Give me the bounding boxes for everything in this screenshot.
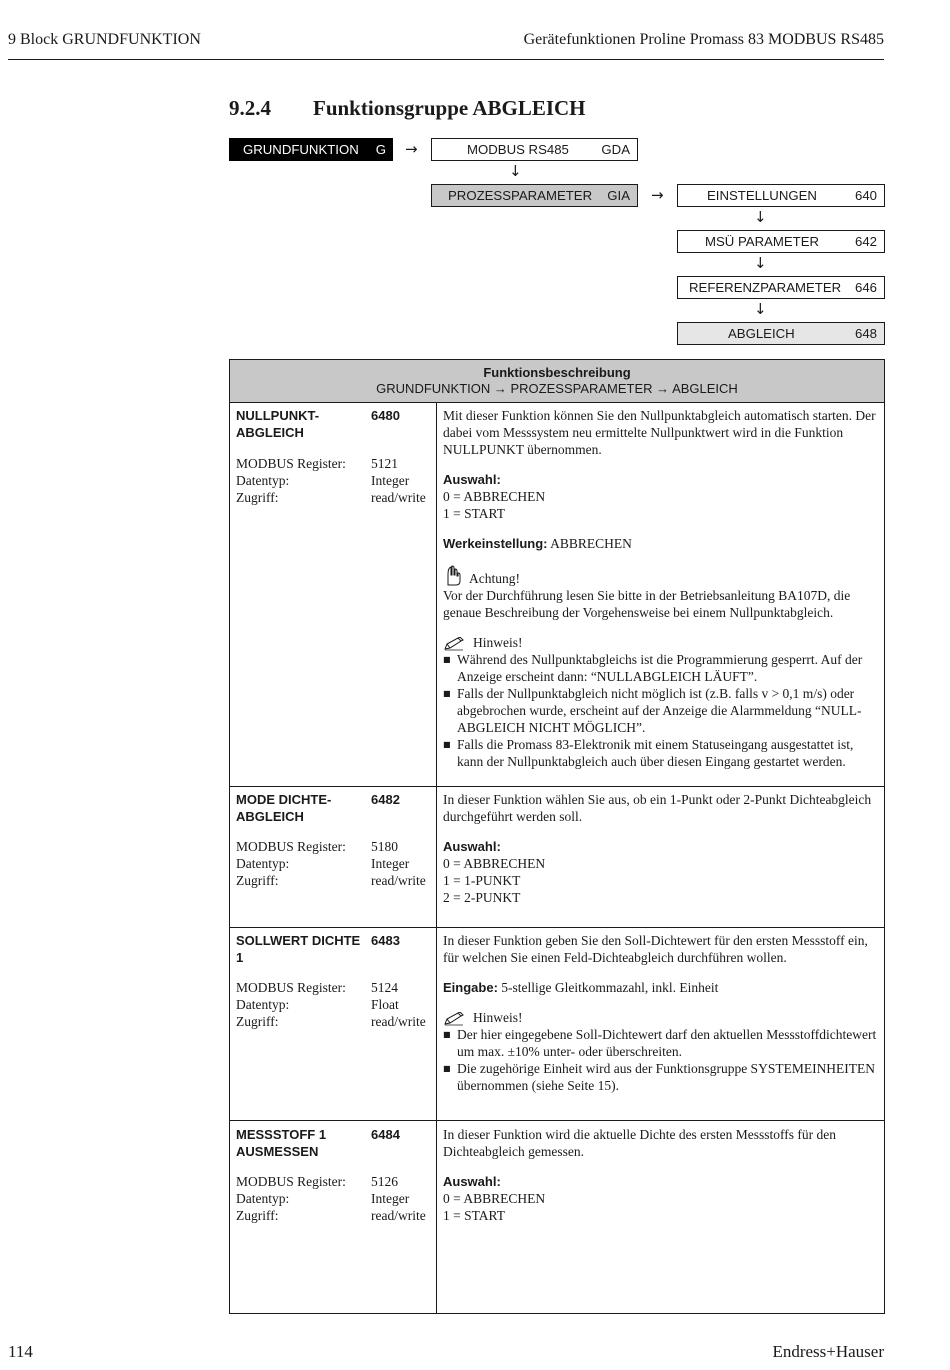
datatype-value: Integer [371, 1191, 410, 1206]
note-bullet: ■ Der hier eingegebene Soll-Dichtewert darf den aktuellen Messstoffdichtewert um max. ±10% unter- oder überschreiten. [443, 1026, 879, 1060]
nav-group-prozess-code: GIA [607, 188, 630, 203]
nav-subgroup-label: EINSTELLUNGEN [707, 188, 817, 203]
note-label: Hinweis! [473, 1010, 523, 1025]
note-label: Hinweis! [473, 635, 523, 650]
access-value: read/write [371, 490, 426, 505]
nav-group-modbus-label: MODBUS RS485 [467, 142, 569, 157]
input-label: Eingabe: [443, 980, 498, 995]
note-heading [443, 1009, 879, 1026]
row-divider [230, 927, 884, 928]
header-rule [8, 59, 884, 60]
nav-block-grundfunktion [229, 138, 393, 161]
datatype-label: Datentyp: [236, 997, 290, 1012]
access-label: Zugriff: [236, 1014, 279, 1029]
datatype-label: Datentyp: [236, 473, 290, 488]
description-intro: In dieser Funktion geben Sie den Soll-Dichtewert für den ersten Messstoff ein, für welchen Sie einen Feld-Dichteabgleich durchführen wollen. [443, 933, 868, 965]
section-title: Funktionsgruppe ABGLEICH [313, 96, 586, 120]
nav-block-label: GRUNDFUNKTION [243, 142, 359, 157]
modbus-register-label: MODBUS Register: [236, 839, 346, 854]
option-item: 1 = 1-PUNKT [443, 873, 521, 888]
access-value: read/write [371, 1014, 426, 1029]
access-label: Zugriff: [236, 490, 279, 505]
nav-subgroup-code: 646 [854, 280, 877, 295]
option-item: 2 = 2-PUNKT [443, 890, 521, 905]
function-name: SOLLWERT DICHTE 1 [236, 933, 361, 965]
function-code: 6483 [371, 933, 400, 948]
function-code: 6482 [371, 792, 400, 807]
table-path: GRUNDFUNKTION → PROZESSPARAMETER → ABGLEICH [376, 381, 738, 396]
section-heading [229, 96, 586, 121]
nav-subgroup-code: 648 [854, 326, 877, 341]
nav-group-modbus-code: GDA [601, 142, 630, 157]
input-value: 5-stellige Gleitkommazahl, inkl. Einheit [501, 980, 719, 995]
caution-text: Vor der Durchführung lesen Sie bitte in der Betriebsanleitung BA107D, die genaue Beschreibung der Vorgehensweise bei einem Nullpunktabgleich. [443, 588, 851, 620]
modbus-register-label: MODBUS Register: [236, 980, 346, 995]
note-bullet: ■ Die zugehörige Einheit wird aus der Funktionsgruppe SYSTEMEINHEITEN übernommen (siehe Seite 15). [443, 1060, 879, 1094]
nav-subgroup-label: REFERENZPARAMETER [689, 280, 842, 295]
access-value: read/write [371, 873, 426, 888]
factory-setting [443, 535, 879, 552]
arrow-down-icon: ↓ [754, 208, 767, 226]
option-item: 0 = ABBRECHEN [443, 856, 546, 871]
arrow-down-icon: ↓ [754, 254, 767, 272]
nav-subgroup-label: ABGLEICH [728, 326, 795, 341]
modbus-register-value: 5180 [371, 839, 398, 854]
nav-subgroup-label: MSÜ PARAMETER [705, 234, 820, 249]
arrow-right-icon: → [405, 140, 418, 158]
note-bullet: ■ Falls die Promass 83-Elektronik mit einem Statuseingang ausgestattet ist, kann der Nullpunktabgleich auch über diesen Eingang gestartet werden. [443, 736, 879, 770]
modbus-register-value: 5121 [371, 456, 398, 471]
function-table [229, 359, 885, 1314]
note-bullet: ■ Während des Nullpunktabgleichs ist die Programmierung gesperrt. Auf der Anzeige erscheint dann: “NULLABGLEICH LÄUFT”. [443, 651, 879, 685]
column-divider [436, 403, 437, 1313]
function-name: NULLPUNKT-ABGLEICH [236, 408, 320, 440]
arrow-right-icon: → [651, 186, 664, 204]
datatype-label: Datentyp: [236, 1191, 290, 1206]
access-label: Zugriff: [236, 873, 279, 888]
function-code: 6480 [371, 408, 400, 423]
modbus-register-label: MODBUS Register: [236, 1174, 346, 1189]
function-meta [236, 979, 432, 1030]
brand-name: Endress+Hauser [772, 1342, 884, 1361]
nav-subgroup-referenzparameter [677, 276, 885, 299]
pencil-icon [443, 1012, 465, 1026]
nav-subgroup-code: 640 [854, 188, 877, 203]
nav-subgroup-msu-parameter [677, 230, 885, 253]
page-number: 114 [8, 1342, 33, 1361]
note-bullet: ■ Falls der Nullpunktabgleich nicht möglich ist (z.B. falls v > 0,1 m/s) oder abgebrochen wurde, erscheint auf der Anzeige die Alarmmeldung “NULL-ABGLEICH NICHT MÖGLICH”. [443, 685, 879, 736]
modbus-register-value: 5126 [371, 1174, 398, 1189]
arrow-down-icon: ↓ [754, 300, 767, 318]
selection-label: Auswahl: [443, 839, 501, 854]
access-label: Zugriff: [236, 1208, 279, 1223]
pencil-icon [443, 637, 465, 651]
input-spec [443, 979, 879, 996]
nav-subgroup-abgleich [677, 322, 885, 345]
section-number: 9.2.4 [229, 96, 271, 120]
caution-label: Achtung! [469, 571, 520, 586]
function-code: 6484 [371, 1127, 400, 1142]
caution-heading [443, 565, 879, 587]
datatype-label: Datentyp: [236, 856, 290, 871]
description-intro: In dieser Funktion wählen Sie aus, ob ein 1-Punkt oder 2-Punkt Dichteabgleich durchgeführt werden soll. [443, 792, 872, 824]
option-item: 0 = ABBRECHEN [443, 489, 546, 504]
hand-icon [443, 565, 461, 587]
description-intro: In dieser Funktion wird die aktuelle Dichte des ersten Messstoffs für den Dichteabgleich gemessen. [443, 1127, 837, 1159]
function-description [443, 407, 879, 770]
function-description [443, 932, 879, 1094]
table-header [230, 360, 884, 403]
running-header-right: Gerätefunktionen Proline Promass 83 MODBUS RS485 [523, 31, 884, 48]
note-heading [443, 634, 879, 651]
running-header-left: 9 Block GRUNDFUNKTION [8, 31, 201, 48]
nav-group-modbus [431, 138, 638, 161]
function-description [443, 791, 879, 906]
nav-group-prozess-label: PROZESSPARAMETER [448, 188, 593, 203]
datatype-value: Integer [371, 856, 410, 871]
nav-block-code: G [375, 142, 386, 157]
function-name: MODE DICHTE-ABGLEICH [236, 792, 332, 824]
modbus-register-label: MODBUS Register: [236, 456, 346, 471]
function-meta [236, 1173, 432, 1224]
table-title: Funktionsbeschreibung [483, 365, 631, 380]
datatype-value: Float [371, 997, 399, 1012]
function-meta [236, 455, 432, 506]
description-intro: Mit dieser Funktion können Sie den Nullpunktabgleich automatisch starten. Der dabei vom Messsystem neu ermittelte Nullpunktwert wird in die Funktion NULLPUNKT übernommen. [443, 408, 876, 457]
nav-subgroup-einstellungen [677, 184, 885, 207]
row-divider [230, 786, 884, 787]
option-item: 1 = START [443, 1208, 505, 1223]
modbus-register-value: 5124 [371, 980, 398, 995]
nav-subgroup-code: 642 [854, 234, 877, 249]
datatype-value: Integer [371, 473, 410, 488]
factory-setting-label: Werkeinstellung: [443, 536, 548, 551]
option-item: 0 = ABBRECHEN [443, 1191, 546, 1206]
function-meta [236, 838, 432, 889]
factory-setting-value: ABBRECHEN [550, 536, 632, 551]
option-item: 1 = START [443, 506, 505, 521]
nav-group-prozessparameter [431, 184, 638, 207]
access-value: read/write [371, 1208, 426, 1223]
arrow-down-icon: ↓ [509, 162, 522, 180]
row-divider [230, 1120, 884, 1121]
selection-label: Auswahl: [443, 1174, 501, 1189]
function-description [443, 1126, 879, 1224]
function-name: MESSSTOFF 1 AUSMESSEN [236, 1127, 327, 1159]
selection-label: Auswahl: [443, 472, 501, 487]
